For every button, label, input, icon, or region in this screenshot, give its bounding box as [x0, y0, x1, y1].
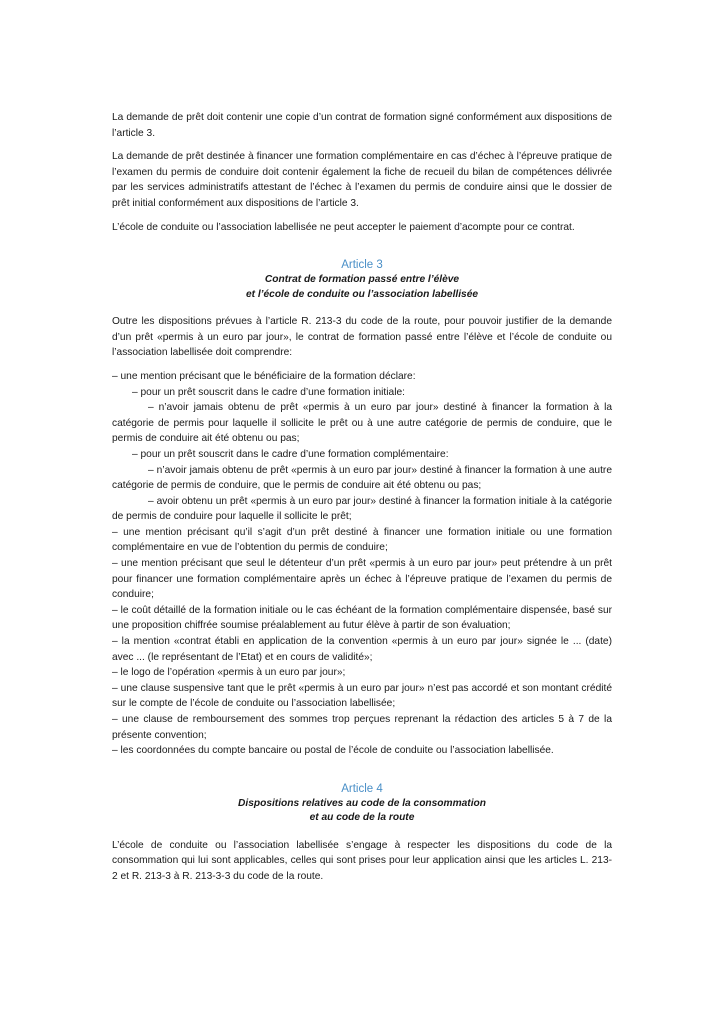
- list-item: – une clause suspensive tant que le prêt «permis à un euro par jour» n’est pas accordé et son montant crédité sur le compte de l’école de conduite ou l’association labellisée;: [112, 682, 612, 710]
- list-item: – n’avoir jamais obtenu de prêt «permis à un euro par jour» destiné à financer la formation à une autre catégorie de permis de conduire, que le permis de conduire ait été obtenu ou pas;: [112, 464, 612, 492]
- article-3-intro: Outre les dispositions prévues à l’article R. 213-3 du code de la route, pour pouvoir justifier de la demande d’un prêt «permis à un euro par jour», le contrat de formation passé entre l’élève et l’école de conduite ou l’association labellisée doit comprendre:: [112, 316, 612, 359]
- list-item: – les coordonnées du compte bancaire ou postal de l’école de conduite ou l’association labellisée.: [112, 745, 554, 757]
- article-3-title: Article 3: [341, 259, 383, 272]
- article-4-subtitle-line-1: Dispositions relatives au code de la consommation: [238, 797, 486, 809]
- list-item: – le coût détaillé de la formation initiale ou le cas échéant de la formation complémentaire dispensée, basé sur une proposition chiffrée soumise préalablement au futur élève à partir de son évaluation;: [112, 604, 612, 632]
- article-3-subtitle-line-2: et l’école de conduite ou l’association labellisée: [245, 288, 479, 300]
- intro-paragraph-2: La demande de prêt destinée à financer une formation complémentaire en cas d’échec à l’épreuve pratique de l’examen du permis de conduire doit contenir également la fiche de recueil du bilan de compétences délivrée par les services administratifs attestant de l’échec à l’examen du permis de conduire ainsi que le dossier de prêt initial conformément aux dispositions de l’article 3.: [112, 151, 612, 209]
- list-item: – n’avoir jamais obtenu de prêt «permis à un euro par jour» destiné à financer la formation à la catégorie de permis pour laquelle il sollicite le prêt ou à une autre catégorie de permis de conduire, que le permis de conduire ait été obtenu ou pas;: [112, 402, 612, 445]
- document-page: [112, 110, 612, 885]
- article-4-body: L’école de conduite ou l’association labellisée s’engage à respecter les dispositions du code de la consommation qui lui sont applicables, celles qui sont prises pour leur application ainsi que les articles L. 213-2 et R. 213-3 à R. 213-3-3 du code de la route.: [112, 839, 612, 882]
- article-4-title: Article 4: [341, 782, 383, 795]
- list-item: – avoir obtenu un prêt «permis à un euro par jour» destiné à financer la formation initiale à la catégorie de permis de conduire pour laquelle il sollicite le prêt;: [112, 495, 612, 523]
- article-3-subtitle-line-1: Contrat de formation passé entre l’élève: [264, 274, 460, 286]
- intro-paragraph-1: La demande de prêt doit contenir une copie d’un contrat de formation signé conformément aux dispositions de l’article 3.: [112, 112, 612, 139]
- list-item: – le logo de l’opération «permis à un euro par jour»;: [112, 667, 346, 679]
- list-item: – une mention précisant que seul le détenteur d’un prêt «permis à un euro par jour» peut prétendre à un prêt pour financer une formation complémentaire après un échec à l’épreuve pratique de l’examen du permis de conduire;: [112, 558, 612, 601]
- list-item: – la mention «contrat établi en application de la convention «permis à un euro par jour» signée le ... (date) avec ... (le représentant de l’Etat) et en cours de validité»;: [112, 636, 612, 663]
- list-item: – pour un prêt souscrit dans le cadre d’une formation initiale:: [132, 386, 405, 398]
- list-item: – une mention précisant qu’il s’agit d’un prêt destiné à financer une formation initiale ou une formation complémentaire en vue de l’obtention du permis de conduire;: [112, 526, 612, 554]
- list-item: – pour un prêt souscrit dans le cadre d’une formation complémentaire:: [132, 448, 449, 460]
- intro-paragraph-3: L’école de conduite ou l’association labellisée ne peut accepter le paiement d’acompte pour ce contrat.: [112, 221, 575, 233]
- article-4-subtitle-line-2: et au code de la route: [309, 812, 415, 824]
- list-item: – une clause de remboursement des sommes trop perçues reprenant la rédaction des articles 5 à 7 de la présente convention;: [112, 714, 612, 741]
- list-item: – une mention précisant que le bénéficiaire de la formation déclare:: [112, 370, 416, 382]
